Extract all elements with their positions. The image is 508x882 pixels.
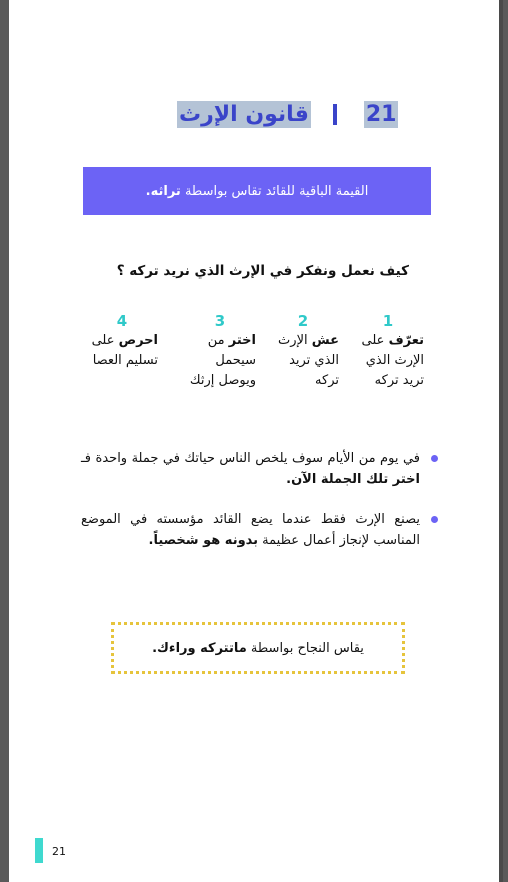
quote-text-bold: ماتتركه وراءك. xyxy=(152,640,247,656)
step-bold: اختر xyxy=(228,333,256,348)
document-page xyxy=(9,0,499,882)
section-question: كيف نعمل ونفكر في الإرث الذي نريد تركه ؟ xyxy=(116,263,409,279)
step-1 xyxy=(352,311,424,391)
list-item xyxy=(81,448,428,490)
chapter-number: 21 xyxy=(365,102,397,127)
step-number: 3 xyxy=(214,312,226,330)
title-divider xyxy=(333,104,337,125)
list-item xyxy=(81,509,428,551)
page-number: 21 xyxy=(52,845,66,858)
quote-text: يقاس النجاح بواسطة xyxy=(246,640,364,656)
bullet-text-bold: بدونه هو شخصياً. xyxy=(148,533,259,548)
page-shadow xyxy=(499,0,503,882)
banner-text-bold: تراثه. xyxy=(145,183,181,199)
step-number: 1 xyxy=(382,312,394,330)
bullet-list xyxy=(81,448,428,570)
chapter-title-text: قانون الإرث xyxy=(179,102,309,127)
step-2 xyxy=(267,311,339,391)
banner-text: القيمة الباقية للقائد تقاس بواسطة xyxy=(180,183,369,199)
step-bold: عش xyxy=(311,333,339,348)
step-text: على الإرث الذي تريد تركه xyxy=(361,333,424,388)
step-number: 4 xyxy=(116,312,128,330)
step-text: على تسليم العصا xyxy=(91,333,158,368)
step-text: من سيحمل ويوصل إرثك xyxy=(189,333,256,388)
footer-tab xyxy=(35,838,43,863)
step-3 xyxy=(184,311,256,391)
bullet-dot-icon xyxy=(431,455,438,462)
step-number: 2 xyxy=(297,312,309,330)
step-bold: احرص xyxy=(118,333,158,348)
step-4 xyxy=(86,311,158,371)
bullet-dot-icon xyxy=(431,516,438,523)
summary-banner xyxy=(83,167,431,215)
chapter-title xyxy=(177,101,398,128)
steps-row xyxy=(9,311,499,401)
quote-box xyxy=(111,622,405,674)
bullet-text: في يوم من الأيام سوف يلخص الناس حياتك في جملة واحدة فـ xyxy=(81,451,420,466)
bullet-text-bold: اختر تلك الجملة الآن. xyxy=(286,472,420,487)
step-text: الإرث الذي تريد تركه xyxy=(278,333,339,388)
bullet-text: يصنع الإرث فقط عندما يضع القائد مؤسسته في الموضع المناسب لإنجاز أعمال عظيمة xyxy=(81,512,420,548)
step-bold: تعرّف xyxy=(388,333,424,348)
